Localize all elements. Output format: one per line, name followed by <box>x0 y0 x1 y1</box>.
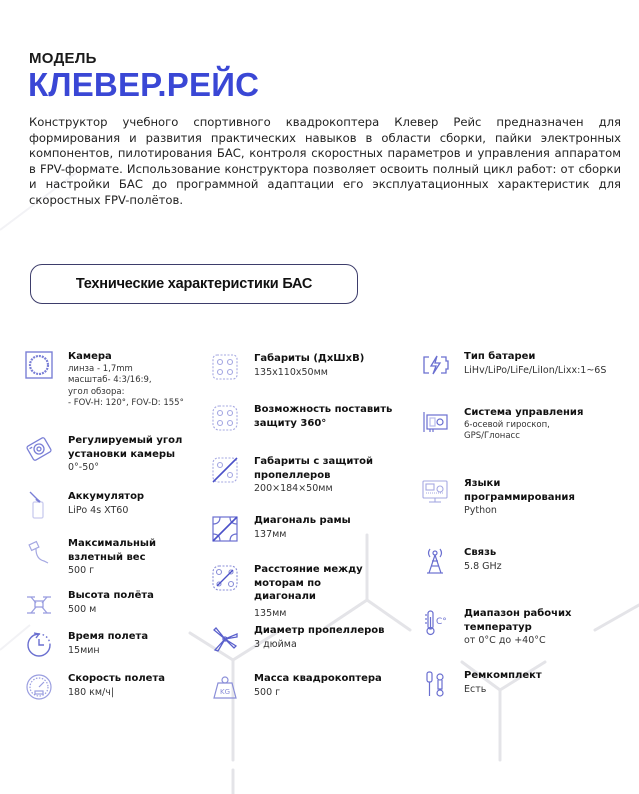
spec-item-programming-languages <box>420 477 584 517</box>
spec-value: 0°-50° <box>68 462 100 473</box>
spec-title: Расстояние между моторам по диагонали <box>254 564 363 602</box>
section-title: Технические характеристики БАС <box>75 276 313 292</box>
spec-value: линза - 1,7mm <box>68 363 133 374</box>
spec-value: 500 г <box>68 565 95 576</box>
spec-item-propeller-diameter <box>210 624 384 654</box>
spec-title: Высота полёта <box>68 590 154 601</box>
spec-value: Python <box>464 505 497 516</box>
timer-icon <box>24 630 54 660</box>
spec-value: 5.8 GHz <box>464 560 502 572</box>
spec-value: 500 м <box>68 603 97 615</box>
section-title-pill <box>30 264 358 304</box>
spec-item-frame-diagonal <box>210 514 351 544</box>
svg-text:C°: C° <box>436 617 447 627</box>
spec-value: 180 км/ч| <box>68 686 115 698</box>
repair-tools-icon <box>420 669 450 699</box>
spec-value: GPS/Глонасс <box>464 431 520 441</box>
spec-item-camera-angle <box>24 434 198 474</box>
spec-title: Система управления <box>464 407 584 418</box>
spec-item-dimensions <box>210 352 364 382</box>
spec-title: Габариты с защитой пропеллеров <box>254 456 374 481</box>
thermometer-icon <box>420 607 450 637</box>
spec-title: Диагональ рамы <box>254 515 351 526</box>
spec-value: Есть <box>464 683 487 695</box>
intro-paragraph: Конструктор учебного спортивного квадрокоптера Клевер Рейс предназначен для формирования и развития практических навыков в области сборки, пайки электронных компонентов, пилотирования БАС, контроля скоростных параметров и управления аппаратом в FPV-формате. Использование конструктора позволяет освоить полный цикл работ: от сборки и настройки БАС до программной адаптации его эксплуатационных характеристик для скоростных FPV-полётов. <box>29 115 621 207</box>
spec-title: Максимальный взлетный вес <box>68 538 156 563</box>
spec-item-flight-altitude <box>24 589 154 619</box>
camera-icon <box>24 350 54 380</box>
spec-value: 135x110x50мм <box>254 366 328 378</box>
spec-title: Диаметр пропеллеров <box>254 625 385 636</box>
spec-item-flight-time <box>24 630 148 660</box>
spec-value: угол обзора: <box>68 386 125 397</box>
model-title: КЛЕВЕР.РЕЙС <box>28 66 260 103</box>
spec-item-drone-mass <box>210 672 382 702</box>
spec-item-control-system <box>420 406 583 443</box>
spec-title: Габариты (ДхШхВ) <box>254 353 365 364</box>
weight-hook-icon <box>24 537 54 567</box>
spec-value: 15мин <box>68 644 100 656</box>
spec-item-temperature-range <box>420 607 584 647</box>
spec-title: Камера <box>68 351 112 362</box>
spec-value: 6-осевой гироскоп, <box>464 419 550 430</box>
spec-title: Время полета <box>68 631 149 642</box>
frame-guard-icon <box>210 403 240 433</box>
spec-item-guard-360 <box>210 403 404 433</box>
spec-item-camera <box>24 350 184 410</box>
spec-item-flight-speed <box>24 672 165 702</box>
spec-item-repair-kit <box>420 669 542 699</box>
radio-tower-icon <box>420 546 450 576</box>
spec-value: 3 дюйма <box>254 638 297 650</box>
spec-value: 500 г <box>254 686 281 698</box>
spec-value: LiPo 4s XT60 <box>68 504 129 516</box>
speedometer-icon <box>24 672 54 702</box>
camera-mount-icon <box>24 434 54 464</box>
spec-item-battery-type <box>420 350 606 380</box>
spec-item-guard-dimensions <box>210 455 384 495</box>
spec-value: - FOV-H: 120°, FOV-D: 155° <box>68 398 184 408</box>
spec-value: LiHv/LiPo/LiFe/LiIon/Lixx:1~6S <box>464 364 607 376</box>
model-label: МОДЕЛЬ <box>29 50 97 67</box>
battery-pack-icon <box>24 490 54 520</box>
spec-title: Связь <box>464 547 497 558</box>
spec-title: Возможность поставить защиту 360° <box>254 404 393 429</box>
battery-charge-icon <box>420 350 450 380</box>
spec-title: Скорость полета <box>68 673 165 684</box>
programming-monitor-icon <box>420 477 450 507</box>
frame-diagonal-icon <box>210 514 240 544</box>
spec-value: 135мм <box>254 607 287 619</box>
control-board-icon <box>420 406 450 436</box>
spec-title: Регулируемый угол установки камеры <box>68 435 183 460</box>
propeller-icon <box>210 624 240 654</box>
kg-weight-icon <box>210 672 240 702</box>
spec-value: от 0°С до +40°С <box>464 635 546 646</box>
spec-item-max-weight <box>24 537 168 577</box>
spec-title: Тип батареи <box>464 351 536 362</box>
spec-title: Ремкомплект <box>464 670 542 681</box>
frame-dimensions-icon <box>210 352 240 382</box>
svg-text:KG: KG <box>219 688 231 696</box>
spec-item-communication <box>420 546 502 576</box>
spec-value: 137мм <box>254 528 287 540</box>
spec-title: Аккумулятор <box>68 491 145 502</box>
frame-guard-diagonal-icon <box>210 455 240 485</box>
spec-title: Диапазон рабочих температур <box>464 608 572 633</box>
spec-item-motor-distance <box>210 563 384 620</box>
spec-value: 200×184×50мм <box>254 483 333 494</box>
spec-item-battery <box>24 490 144 520</box>
spec-title: Языки программирования <box>464 478 575 503</box>
spec-title: Масса квадрокоптера <box>254 673 382 684</box>
drone-icon <box>24 589 54 619</box>
motor-distance-icon <box>210 563 240 593</box>
spec-value: масштаб- 4:3/16:9, <box>68 375 152 385</box>
